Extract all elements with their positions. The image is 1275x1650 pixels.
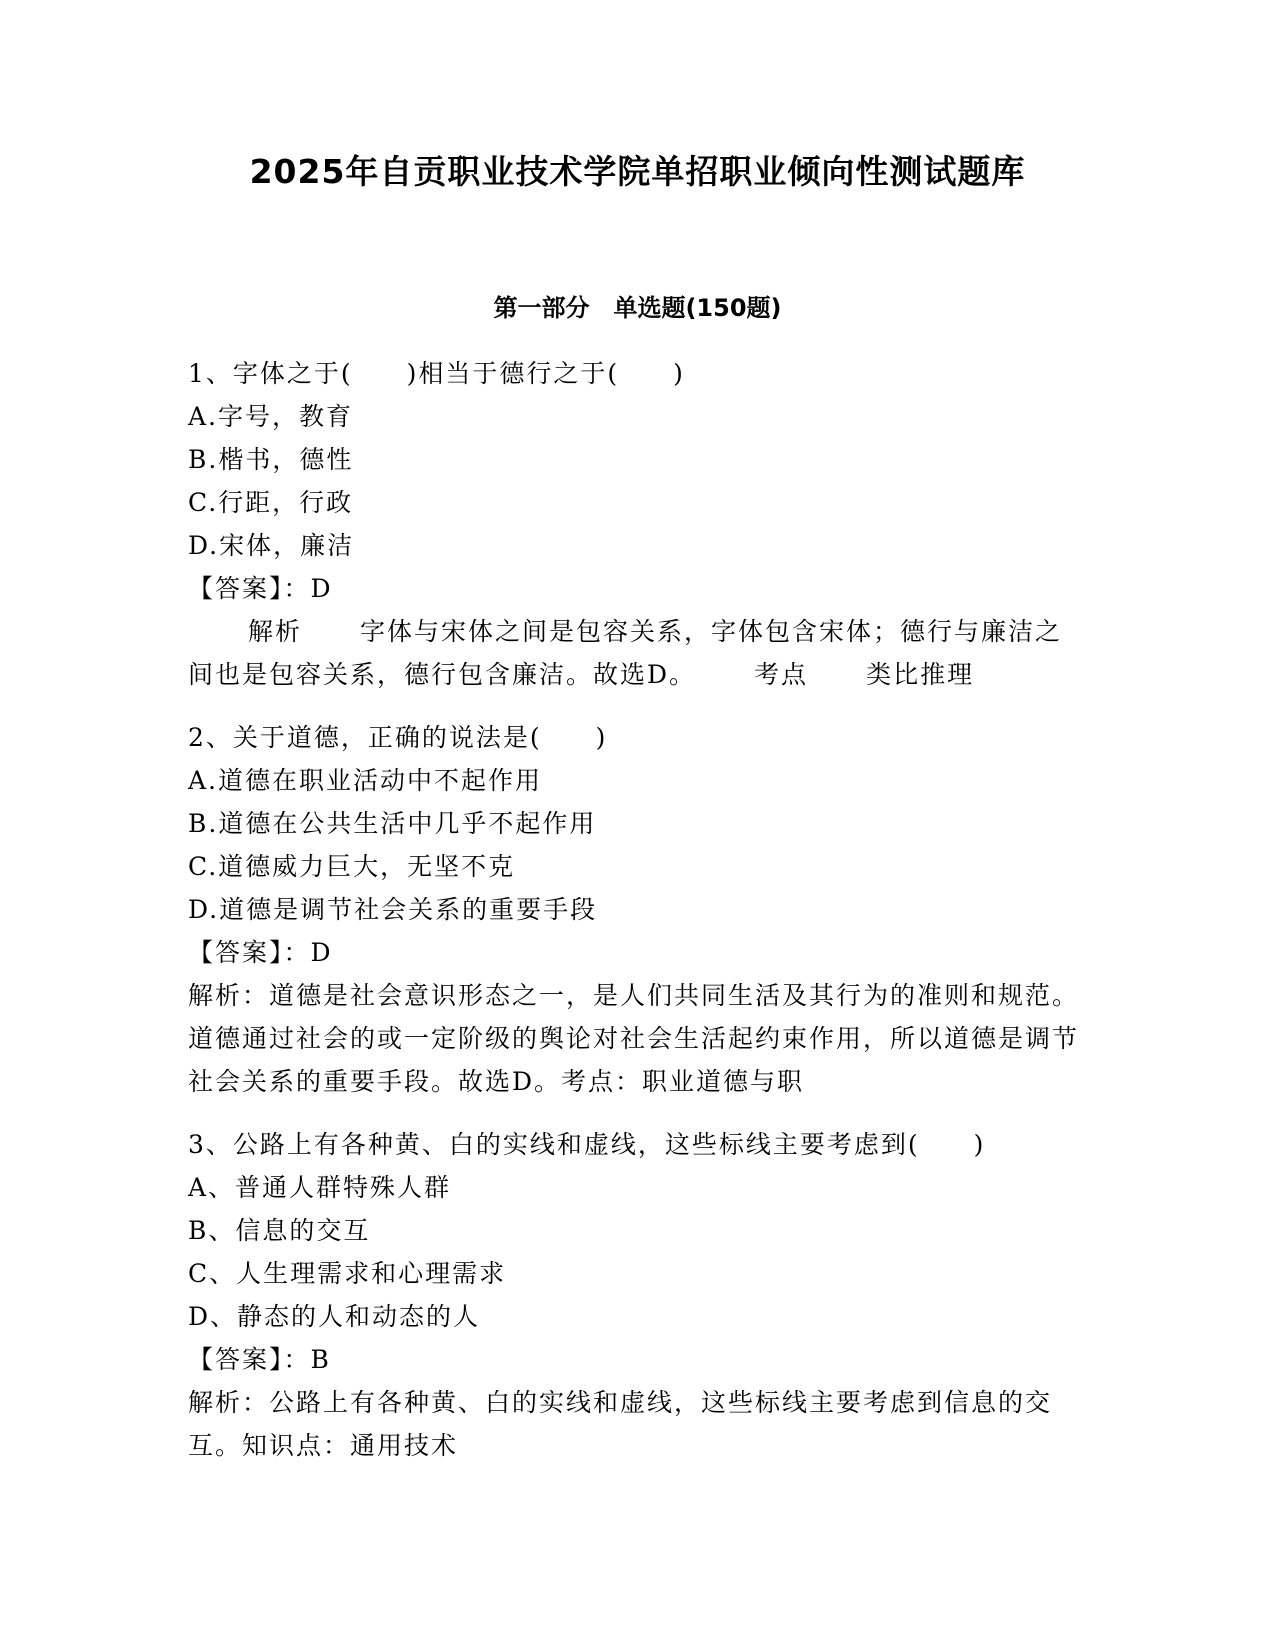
analysis-paragraph: 解析：道德是社会意识形态之一，是人们共同生活及其行为的准则和规范。道德通过社会的或一定阶级的舆论对社会生活起约束作用，所以道德是调节社会关系的重要手段。故选D。考点：职业道德与职	[188, 981, 1080, 1096]
point-label: 考点	[754, 660, 809, 689]
answer-line: 【答案】：D	[188, 938, 333, 967]
question-1	[188, 352, 1088, 696]
option-c: C.行距，行政	[188, 488, 354, 517]
option-b: B、信息的交互	[188, 1216, 371, 1245]
option-a: A.道德在职业活动中不起作用	[188, 766, 543, 795]
option-c: C.道德威力巨大，无坚不克	[188, 852, 516, 881]
question-list	[188, 352, 1088, 1487]
answer-line: 【答案】：D	[188, 574, 333, 603]
option-b: B.楷书，德性	[188, 445, 354, 474]
option-c: C、人生理需求和心理需求	[188, 1259, 507, 1288]
analysis-paragraph: 解析：公路上有各种黄、白的实线和虚线，这些标线主要考虑到信息的交互。知识点：通用技术	[188, 1388, 1053, 1460]
question-stem: 3、公路上有各种黄、白的实线和虚线，这些标线主要考虑到( )	[188, 1130, 986, 1159]
question-stem: 1、字体之于( )相当于德行之于( )	[188, 359, 685, 388]
document-title: 2025年自贡职业技术学院单招职业倾向性测试题库	[249, 152, 1026, 191]
option-a: A、普通人群特殊人群	[188, 1173, 452, 1202]
option-b: B.道德在公共生活中几乎不起作用	[188, 809, 597, 838]
analysis-paragraph	[188, 610, 1088, 696]
question-3	[188, 1123, 1088, 1467]
option-d: D.宋体，廉洁	[188, 531, 355, 560]
section-title: 第一部分 单选题(150题)	[493, 294, 782, 322]
analysis-text: 字体与宋体之间是包容关系，字体包含宋体；德行与廉洁之间也是包容关系，德行包含廉洁。故选D。	[188, 617, 1063, 689]
option-d: D.道德是调节社会关系的重要手段	[188, 895, 598, 924]
answer-line: 【答案】：B	[188, 1345, 331, 1374]
analysis-label: 解析	[248, 617, 303, 646]
option-a: A.字号，教育	[188, 402, 354, 431]
point-text: 类比推理	[866, 660, 975, 689]
question-2	[188, 716, 1088, 1103]
question-stem: 2、关于道德，正确的说法是( )	[188, 723, 608, 752]
option-d: D、静态的人和动态的人	[188, 1302, 481, 1331]
